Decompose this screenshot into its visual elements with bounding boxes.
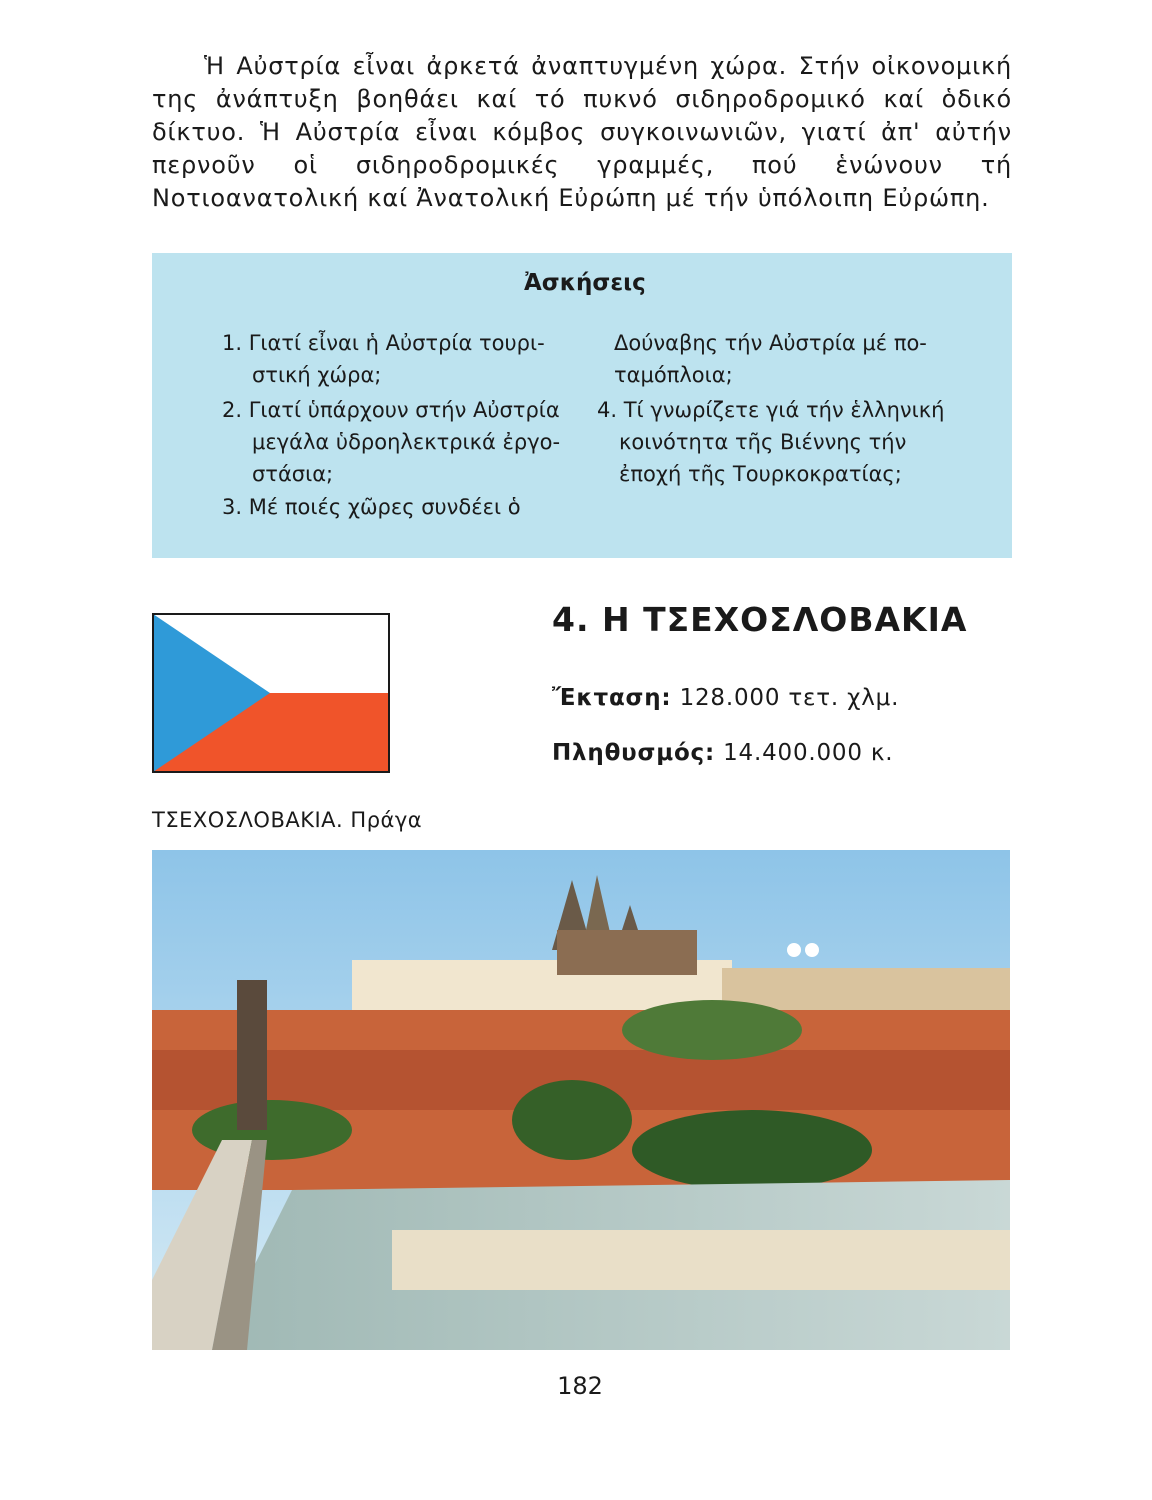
page-number: 182 <box>557 1372 603 1400</box>
photo-riverbank <box>392 1230 1010 1290</box>
photo-trees-left <box>192 1100 352 1160</box>
area-label: Ἔκταση: <box>552 685 672 711</box>
exercise-1-line1: Γιατί εἶναι ἡ Αὐστρία τουρι- <box>248 331 545 355</box>
photo-cathedral-body <box>557 930 697 975</box>
exercises-box <box>152 253 1012 558</box>
exercise-3-num: 3. <box>222 495 243 519</box>
exercise-3-line1: Μέ ποιές χῶρες συνδέει ὁ <box>248 495 521 519</box>
exercise-4-line1: Τί γνωρίζετε γιά τήν ἑλληνική <box>623 398 945 422</box>
photo-church-tower-1 <box>787 943 801 957</box>
prague-photo <box>152 850 1010 1350</box>
area-value: 128.000 τετ. χλμ. <box>679 685 900 711</box>
population-label: Πληθυσμός: <box>552 740 715 766</box>
exercise-1-num: 1. <box>222 331 243 355</box>
photo-trees-right <box>632 1110 872 1190</box>
exercise-4-num: 4. <box>597 398 618 422</box>
exercise-3-line3: ταμόπλοια; <box>614 363 733 387</box>
exercise-2-line3: στάσια; <box>252 462 334 486</box>
area-stat <box>552 685 899 711</box>
exercise-2-num: 2. <box>222 398 243 422</box>
country-title: 4. Η ΤΣΕΧΟΣΛΟΒΑΚΙΑ <box>552 600 968 639</box>
photo-trees-mid <box>512 1080 632 1160</box>
exercises-title: Ἀσκήσεις <box>524 270 646 296</box>
population-stat <box>552 740 893 766</box>
exercise-item-2 <box>222 394 560 490</box>
exercise-4-line2: κοινότητα τῆς Βιέννης τήν <box>619 430 907 454</box>
czechoslovakia-flag <box>152 613 390 773</box>
exercise-item-1 <box>222 327 545 391</box>
exercise-3-line2: Δούναβης τήν Αὐστρία μέ πο- <box>614 331 927 355</box>
exercise-2-line2: μεγάλα ὑδροηλεκτρικά ἐργο- <box>252 430 561 454</box>
exercise-item-3-cont <box>614 327 927 391</box>
photo-caption: ΤΣΕΧΟΣΛΟΒΑΚΙΑ. Πράγα <box>152 808 423 832</box>
exercise-1-line2: στική χώρα; <box>252 363 382 387</box>
exercise-item-3 <box>222 491 521 523</box>
photo-bridge-tower <box>237 980 267 1130</box>
intro-paragraph: Ἡ Αὐστρία εἶναι ἀρκετά ἀναπτυγμένη χώρα. Στήν οἰκονομική της ἀνάπτυξη βοηθάει καί τό πυκνό σιδηροδρομικό καί ὁδικό δίκτυο. Ἡ Αὐστρία εἶναι κόμβος συγκοινωνιῶν, γιατί ἀπ' αὐτήν περνοῦν οἱ σιδηροδρομικές γραμμές, πού ἑνώνουν τή Νοτιοανατολική καί Ἀνατολική Εὐρώπη μέ τήν ὑπόλοιπη Εὐρώπη. <box>152 52 1012 212</box>
exercise-item-4 <box>597 394 944 490</box>
exercise-4-line3: ἐποχή τῆς Τουρκοκρατίας; <box>619 462 902 486</box>
photo-church-tower-2 <box>805 943 819 957</box>
population-value: 14.400.000 κ. <box>723 740 894 766</box>
photo-hill-trees <box>622 1000 802 1060</box>
exercise-2-line1: Γιατί ὑπάρχουν στήν Αὐστρία <box>248 398 560 422</box>
